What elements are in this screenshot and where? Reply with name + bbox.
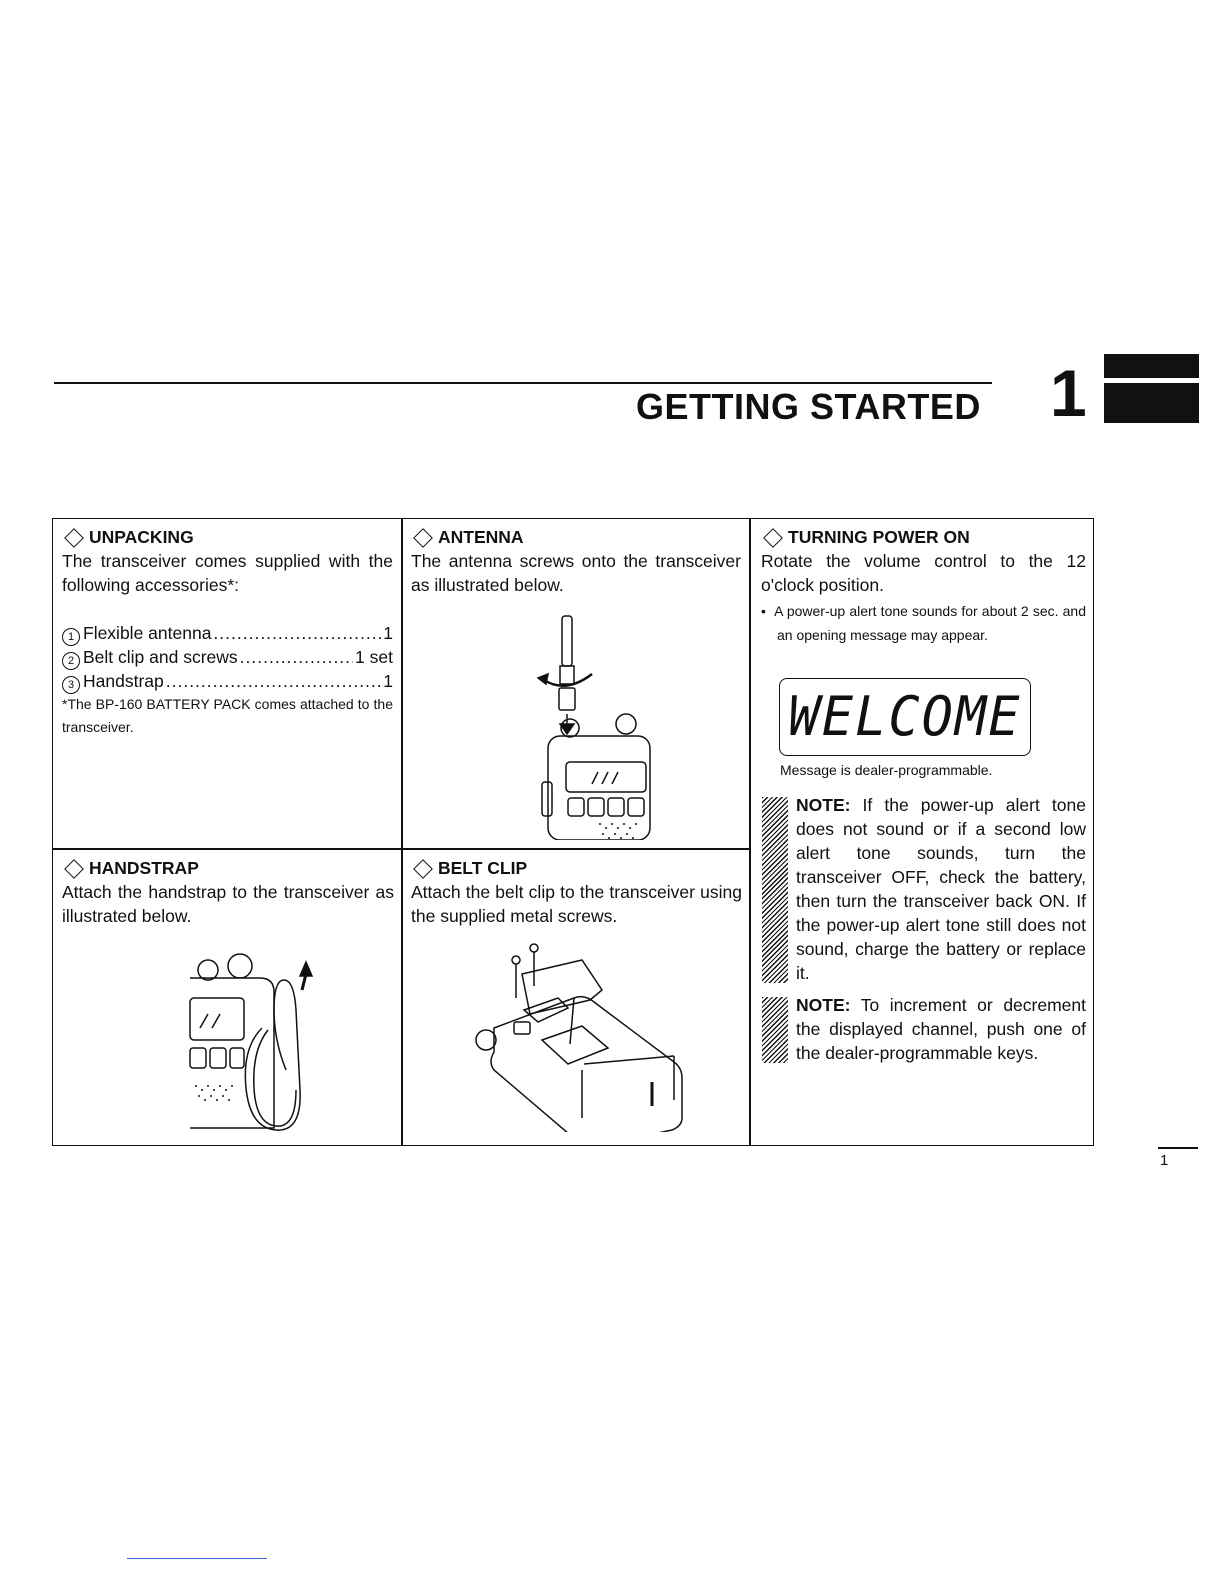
antenna-illustration: [530, 612, 660, 840]
chapter-tab-marker: [1104, 383, 1199, 423]
row-divider: [52, 848, 750, 850]
accessory-list: [62, 621, 393, 693]
diamond-icon: [413, 528, 433, 548]
chapter-number: 1: [1050, 356, 1087, 430]
note-power-up: NOTE: If the power-up alert tone does not sound or if a second low alert tone sounds, turn the transceiver OFF, check the battery, then turn the transceiver back ON. If the power-up alert tone still does not sound, charge the battery or replace it.: [762, 793, 1086, 985]
note-hatch-icon: [762, 797, 788, 983]
section-heading: BELT CLIP: [411, 856, 742, 880]
section-power-on: [761, 525, 1086, 647]
list-item: 2 Belt clip and screws ..... 1 set: [62, 645, 393, 669]
section-text: Attach the handstrap to the transceiver as illustrated below.: [62, 882, 394, 926]
diamond-icon: [64, 528, 84, 548]
lcd-display: [779, 678, 1031, 756]
section-heading: UNPACKING: [62, 525, 393, 549]
list-item: 3 Handstrap ..... 1: [62, 669, 393, 693]
display-caption: Message is dealer-programmable.: [780, 762, 993, 778]
footer-rule: [1158, 1147, 1198, 1149]
header-rule: [54, 382, 992, 384]
page-title: GETTING STARTED: [636, 386, 981, 427]
footnote: *The BP-160 BATTERY PACK comes attached to the transceiver.: [62, 696, 393, 735]
circled-number: 3: [62, 676, 80, 694]
section-text: Attach the belt clip to the transceiver using the supplied metal screws.: [411, 882, 742, 926]
diamond-icon: [413, 859, 433, 879]
chapter-tab-marker: [1104, 354, 1199, 378]
note-hatch-icon: [762, 997, 788, 1063]
circled-number: 1: [62, 628, 80, 646]
section-text: The antenna screws onto the transceiver as illustrated below.: [411, 551, 741, 595]
footer-link-line: [127, 1558, 267, 1559]
bullet-item: • A power-up alert tone sounds for about 2 sec. and an opening message may appear.: [761, 603, 1086, 643]
display-message: WELCOME: [788, 685, 1022, 749]
diamond-icon: [64, 859, 84, 879]
section-text: Rotate the volume control to the 12 o'clock position.: [761, 551, 1086, 595]
handstrap-illustration: [182, 948, 327, 1134]
list-item: 1 Flexible antenna ..... 1: [62, 621, 393, 645]
section-unpacking: [62, 525, 393, 739]
section-heading: HANDSTRAP: [62, 856, 394, 880]
column-divider: [749, 518, 751, 1146]
section-text: The transceiver comes supplied with the following accessories*:: [62, 551, 393, 595]
column-divider: [401, 518, 403, 1146]
diamond-icon: [763, 528, 783, 548]
section-heading: ANTENNA: [411, 525, 741, 549]
section-handstrap: [62, 856, 394, 928]
section-belt-clip: [411, 856, 742, 928]
section-antenna: [411, 525, 741, 597]
section-heading: TURNING POWER ON: [761, 525, 1086, 549]
circled-number: 2: [62, 652, 80, 670]
note-channel: NOTE: To increment or decrement the displayed channel, push one of the dealer-programmable keys.: [762, 993, 1086, 1065]
belt-clip-illustration: [464, 940, 684, 1132]
page-number: 1: [1160, 1152, 1169, 1169]
